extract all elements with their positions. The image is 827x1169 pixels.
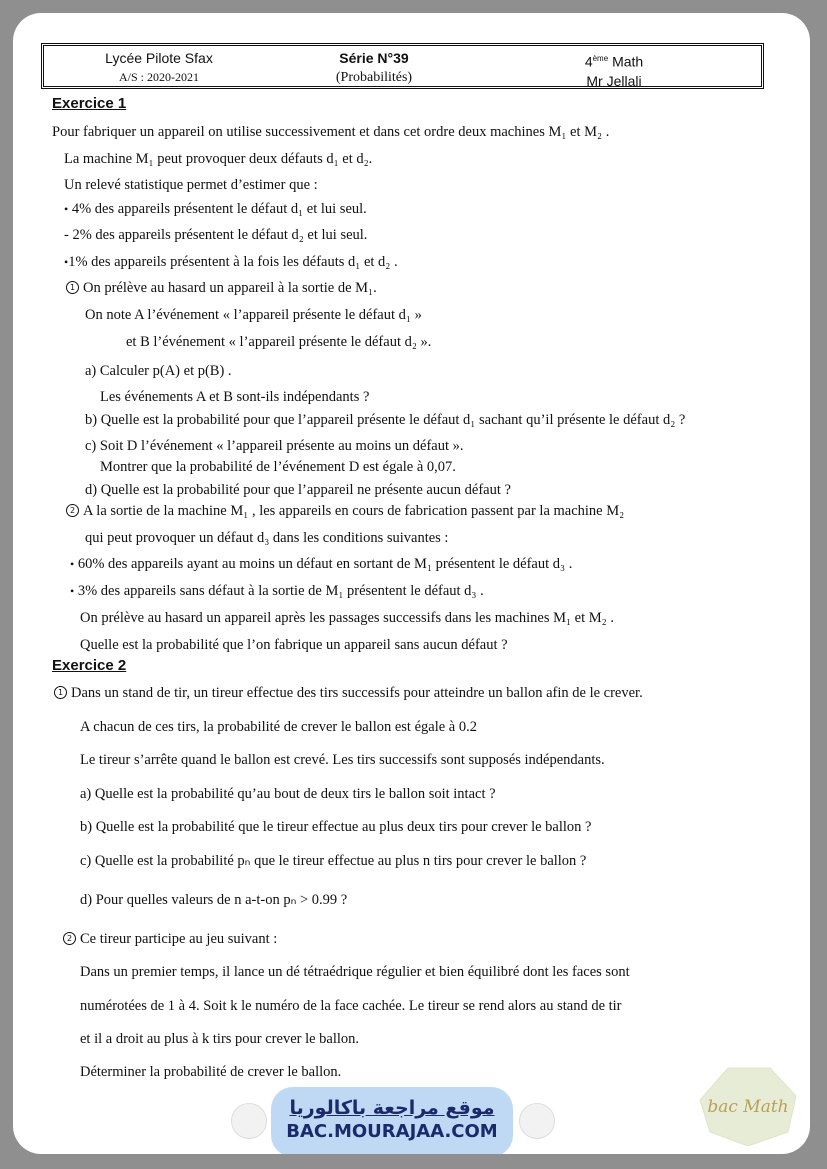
serie-number: Série N°39 (339, 50, 409, 66)
ex2-part1: 1 Dans un stand de tir, un tireur effectue des tirs successifs pour atteindre un ballon afin de le crever. (54, 685, 643, 702)
ex1-bullet-item: • 3% des appareils sans défaut à la sortie de M₁ présentent le défaut d₃ . (70, 583, 484, 599)
ex1-line: Quelle est la probabilité que l’on fabrique un appareil sans aucun défaut ? (80, 637, 508, 653)
class-level: 4 (584, 53, 593, 70)
ex2-line: Déterminer la probabilité de crever le ballon. (80, 1064, 342, 1080)
ex1-line: Montrer que la probabilité de l’événement D est égale à 0,07. (100, 459, 456, 475)
bullet-icon: • (70, 584, 75, 598)
bullet-icon: • (70, 557, 75, 571)
class-subject: Math (612, 53, 644, 70)
circled-two-icon: 2 (66, 504, 79, 517)
ex2-line: et il a droit au plus à k tirs pour crever le ballon. (80, 1031, 360, 1047)
exercise-1-title: Exercice 1 (52, 95, 127, 112)
ex2-line: numérotées de 1 à 4. Soit k le numéro de la face cachée. Le tireur se rend alors au stand de tir (80, 998, 622, 1014)
dash-icon: - (64, 227, 69, 243)
school-year: A/S : 2020-2021 (118, 70, 199, 84)
ex2-line: A chacun de ces tirs, la probabilité de crever le ballon est égale à 0.2 (80, 719, 477, 735)
ex1-question-a: a) Calculer p(A) et p(B) . (85, 363, 232, 379)
header-box (41, 43, 764, 89)
ex2-question-c: c) Quelle est la probabilité pₙ que le tireur effectue au plus n tirs pour crever le ballon ? (80, 853, 587, 869)
teacher-name: Mr Jellali (586, 72, 642, 89)
exercise-2-title: Exercice 2 (52, 657, 127, 674)
ex1-line: qui peut provoquer un défaut d₃ dans les conditions suivantes : (85, 530, 449, 546)
stamp-text: bac Math (707, 1097, 789, 1117)
bullet-icon: • (64, 202, 69, 216)
ex1-line: On note A l’événement « l’appareil présente le défaut d₁ » (85, 307, 422, 323)
ex1-bullet-item: •1% des appareils présentent à la fois les défauts d₁ et d₂ . (64, 254, 398, 270)
bac-math-stamp (698, 1066, 798, 1146)
stamp-shape-icon (698, 1066, 798, 1146)
ex1-question-b: b) Quelle est la probabilité pour que l’appareil présente le défaut d₁ sachant qu’il présente le défaut d₂ ? (85, 412, 686, 428)
ex1-part1: 1 On prélève au hasard un appareil à la sortie de M₁. (66, 280, 377, 297)
ex1-question-d: d) Quelle est la probabilité pour que l’appareil ne présente aucun défaut ? (85, 482, 511, 498)
class-level-sup: ème (592, 54, 609, 63)
ex1-bullet-item: • 4% des appareils présentent le défaut d₁ et lui seul. (64, 201, 367, 217)
ex1-line: La machine M₁ peut provoquer deux défauts d₁ et d₂. (64, 151, 373, 167)
site-logo-icon (519, 1103, 555, 1139)
ex1-part2: 2 A la sortie de la machine M₁ , les appareils en cours de fabrication passent par la machine M₂ (66, 503, 624, 520)
footer-badge[interactable] (271, 1087, 513, 1154)
ex1-question-c: c) Soit D l’événement « l’appareil présente au moins un défaut ». (85, 438, 464, 454)
ex2-line: Dans un premier temps, il lance un dé tétraédrique régulier et bien équilibré dont les faces sont (80, 964, 630, 980)
circled-one-icon: 1 (54, 686, 67, 699)
footer-site-link[interactable]: BAC.MOURAJAA.COM (286, 1121, 498, 1142)
document-page (13, 13, 810, 1154)
ex1-line: et B l’événement « l’appareil présente le défaut d₂ ». (126, 334, 432, 350)
ex2-part2: 2 Ce tireur participe au jeu suivant : (63, 931, 277, 948)
ex2-question-a: a) Quelle est la probabilité qu’au bout de deux tirs le ballon soit intact ? (80, 786, 496, 802)
serie-subject: (Probabilités) (335, 70, 413, 85)
header-school-block (84, 49, 234, 87)
site-logo-icon (231, 1103, 267, 1139)
school-name: Lycée Pilote Sfax (105, 50, 213, 66)
header-class-block (554, 49, 674, 91)
bullet-icon: • (64, 255, 69, 269)
ex2-line: Le tireur s’arrête quand le ballon est crevé. Les tirs successifs sont supposés indépendants. (80, 752, 605, 768)
ex1-bullet-item: - 2% des appareils présentent le défaut d₂ et lui seul. (64, 227, 368, 243)
footer-arabic-title: موقع مراجعة باكالوريا (289, 1097, 495, 1119)
ex1-line: Pour fabriquer un appareil on utilise successivement et dans cet ordre deux machines M₁ et M₂ . (52, 124, 610, 140)
ex1-line: On prélève au hasard un appareil après les passages successifs dans les machines M₁ et M₂ . (80, 610, 614, 626)
ex2-question-d: d) Pour quelles valeurs de n a-t-on pₙ > 0.99 ? (80, 892, 348, 908)
ex1-line: Un relevé statistique permet d’estimer que : (64, 177, 318, 193)
header-serie-block (299, 49, 449, 87)
circled-two-icon: 2 (63, 932, 76, 945)
ex2-question-b: b) Quelle est la probabilité que le tireur effectue au plus deux tirs pour crever le ballon ? (80, 819, 592, 835)
circled-one-icon: 1 (66, 281, 79, 294)
ex1-bullet-item: • 60% des appareils ayant au moins un défaut en sortant de M₁ présentent le défaut d₃ . (70, 556, 573, 572)
ex1-line: Les événements A et B sont-ils indépendants ? (100, 389, 370, 405)
